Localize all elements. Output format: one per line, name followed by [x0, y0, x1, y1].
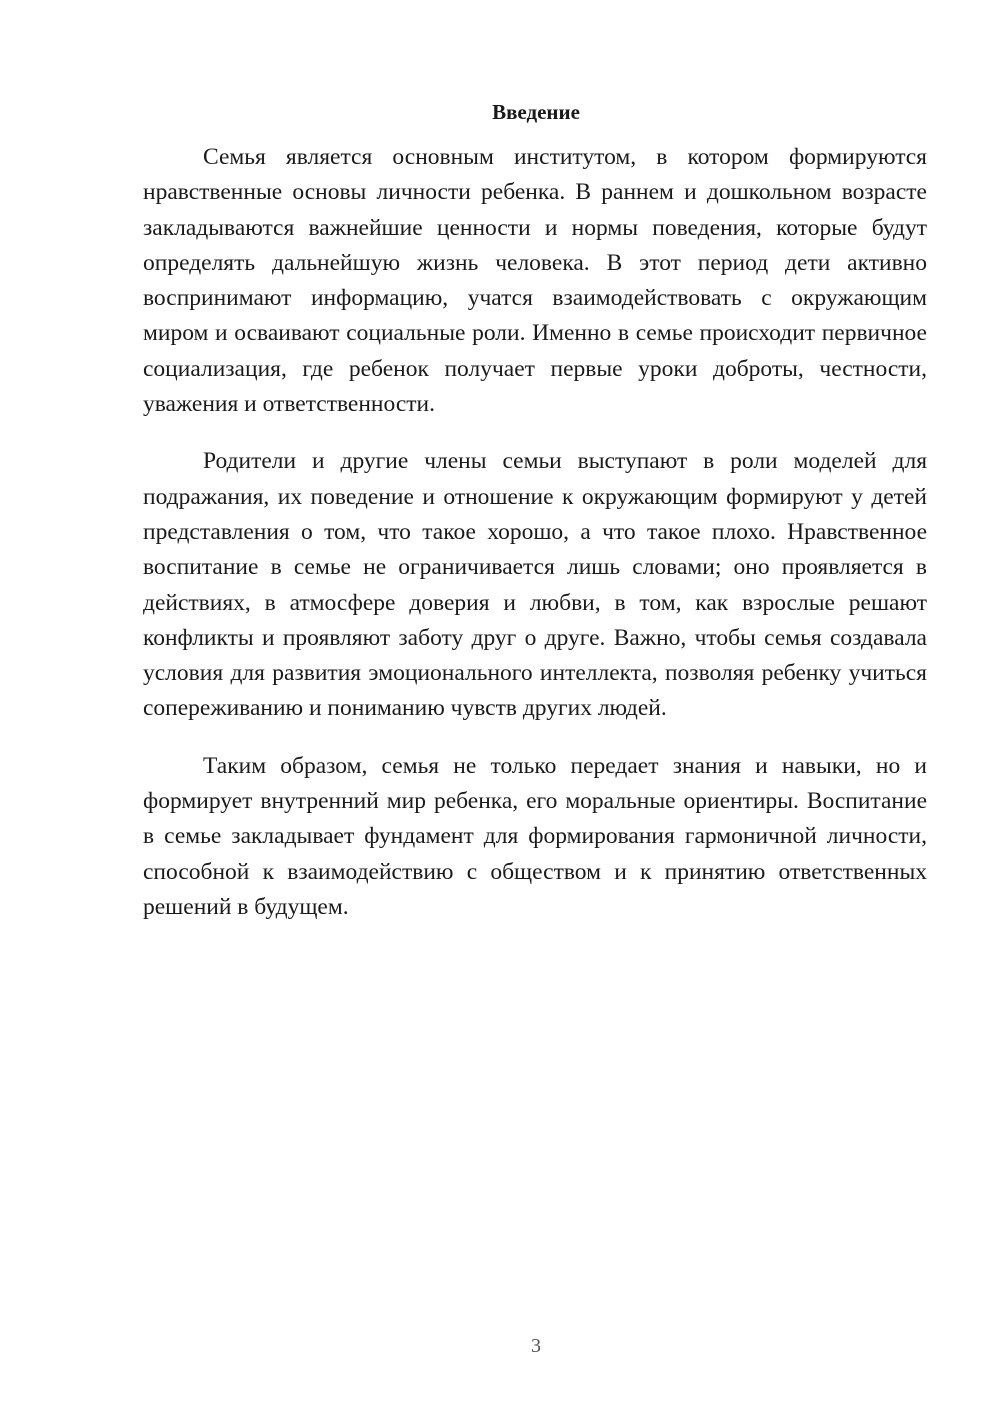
page-number: 3 [531, 1335, 541, 1357]
paragraph-1: Семья является основным институтом, в котором формируются нравственные основы личности ребенка. В раннем и дошкольном возрасте закладываются важнейшие ценности и нормы поведения, которые будут определять дальнейшую жизнь человека. В этот период дети активно воспринимают информацию, учатся взаимодействовать с окружающим миром и осваивают социальные роли. Именно в семье происходит первичное социализация, где ребенок получает первые уроки доброты, честности, уважения и ответственности. [143, 144, 927, 418]
paragraph-3: Таким образом, семья не только передает знания и навыки, но и формирует внутренний мир ребенка, его моральные ориентиры. Воспитание в семье закладывает фундамент для формирования гармоничной личности, способной к взаимодействию с обществом и к принятию ответственных решений в будущем. [143, 752, 927, 920]
section-heading: Введение [492, 100, 580, 124]
paragraph-2: Родители и другие члены семьи выступают в роли моделей для подражания, их поведение и отношение к окружающим формируют у детей представления о том, что такое хорошо, а что такое плохо. Нравственное воспитание в семье не ограничивается лишь словами; оно проявляется в действиях, в атмосфере доверия и любви, в том, как взрослые решают конфликты и проявляют заботу друг о друге. Важно, чтобы семья создавала условия для развития эмоционального интеллекта, позволяя ребенку учиться сопереживанию и пониманию чувств других людей. [143, 448, 927, 722]
body-text [143, 140, 927, 947]
